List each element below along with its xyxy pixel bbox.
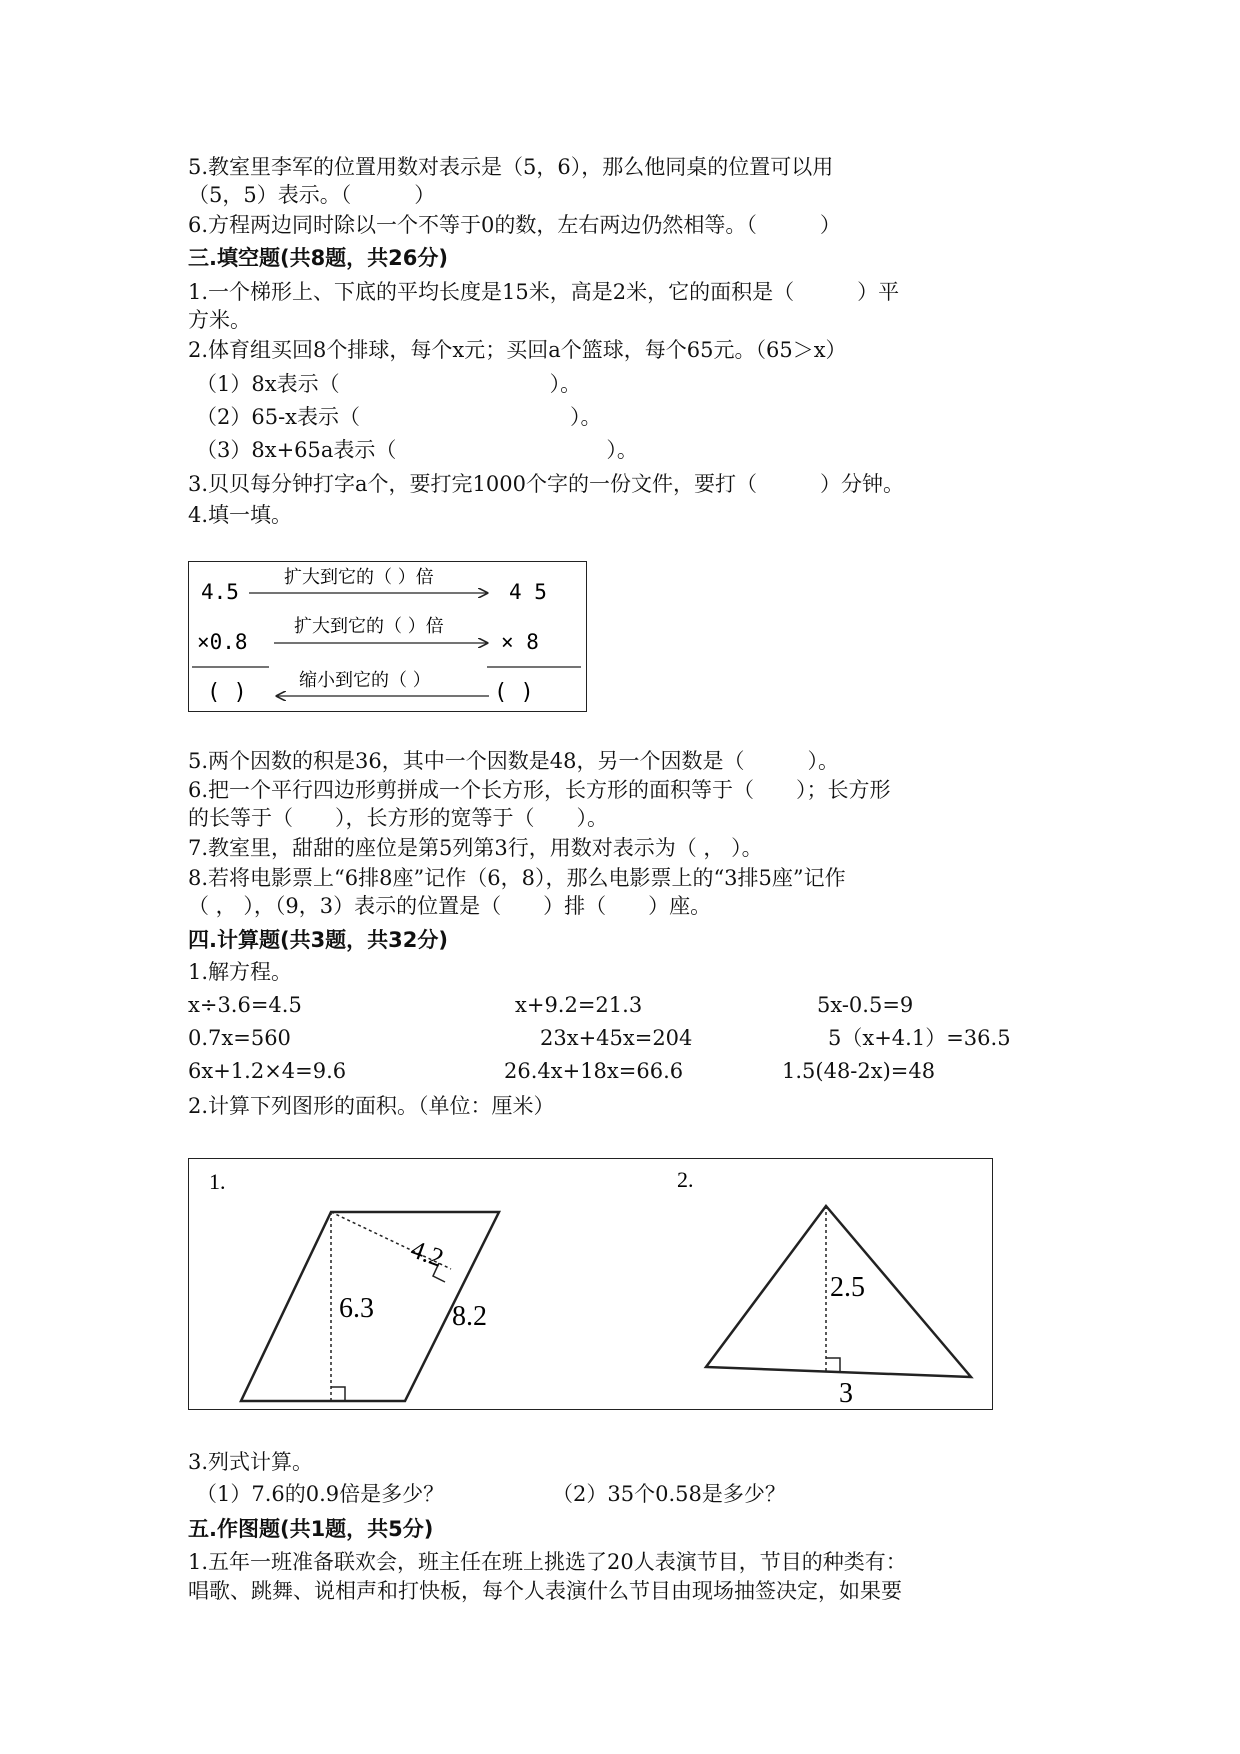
fill-q2-part2: （2）65-x表示（ ）。	[196, 405, 602, 429]
tf-item-5-line2: （5，5）表示。（ ）	[188, 183, 436, 207]
row3-left-blank: ( )	[207, 680, 247, 705]
tf-item-5-line1: 5.教室里李军的位置用数对表示是（5，6），那么他同桌的位置可以用	[188, 155, 834, 179]
row2-arrow-label: 扩大到它的（ ）倍	[294, 616, 444, 637]
row1-left-value: 4.5	[201, 580, 239, 604]
fig1-perp-label: 4.2	[406, 1234, 448, 1273]
fill-q5: 5.两个因数的积是36，其中一个因数是48，另一个因数是（ ）。	[188, 749, 839, 773]
fill-q2-part3: （3）8x+65a表示（ ）。	[196, 438, 638, 462]
row3-right-blank: ( )	[494, 680, 534, 705]
equation: 26.4x+18x=66.6	[504, 1059, 684, 1083]
equation: x÷3.6=4.5	[188, 993, 302, 1017]
fig2-label: 2.	[677, 1167, 694, 1192]
fig1-side-label: 8.2	[452, 1301, 487, 1332]
equation: 1.5(48-2x)=48	[782, 1059, 936, 1083]
fill-q8-line1: 8.若将电影票上“6排8座”记作（6，8），那么电影票上的“3排5座”记作	[188, 866, 846, 890]
fill-q7: 7.教室里，甜甜的座位是第5列第3行，用数对表示为（ ， ）。	[188, 836, 763, 860]
equation: x+9.2=21.3	[515, 993, 643, 1017]
calc-q3-part1: （1）7.6的0.9倍是多少？	[196, 1482, 445, 1506]
fill-q1-line1: 1.一个梯形上、下底的平均长度是15米，高是2米，它的面积是（ ）平	[188, 280, 900, 304]
calc-q3-part2: （2）35个0.58是多少？	[552, 1482, 786, 1506]
tf-item-6: 6.方程两边同时除以一个不等于0的数，左右两边仍然相等。（ ）	[188, 213, 841, 237]
fill-q2-stem: 2.体育组买回8个排球，每个x元；买回a个篮球，每个65元。（65＞x）	[188, 338, 847, 362]
area-figure-box	[188, 1158, 993, 1410]
equation: 23x+45x=204	[540, 1026, 693, 1050]
calc-q2: 2.计算下列图形的面积。（单位：厘米）	[188, 1094, 555, 1118]
fill-q4: 4.填一填。	[188, 503, 293, 527]
calc-q1: 1.解方程。	[188, 960, 293, 984]
draw-q1-line2: 唱歌、跳舞、说相声和打快板，每个人表演什么节目由现场抽签决定，如果要	[188, 1579, 902, 1603]
calc-q3: 3.列式计算。	[188, 1450, 314, 1474]
row3-arrow-label: 缩小到它的（ ）	[299, 670, 431, 691]
fig1-label: 1.	[209, 1169, 226, 1194]
section-4-title: 四.计算题(共3题，共32分)	[188, 928, 449, 952]
area-figures	[189, 1159, 992, 1409]
equation: 0.7x=560	[188, 1026, 291, 1050]
fig1-right-angle-mark	[331, 1387, 345, 1401]
fill-q6-line2: 的长等于（ ），长方形的宽等于（ ）。	[188, 806, 608, 830]
fill-q2-part1: （1）8x表示（ ）。	[196, 372, 582, 396]
fig1-height-label: 6.3	[339, 1293, 374, 1324]
equation: 5（x+4.1）=36.5	[828, 1026, 1011, 1050]
fill-q3: 3.贝贝每分钟打字a个，要打完1000个字的一份文件，要打（ ）分钟。	[188, 472, 904, 496]
q4-figure-box	[188, 561, 587, 712]
q4-figure	[189, 562, 586, 711]
fill-q8-line2: （ ， ），（9，3）表示的位置是（ ）排（ ）座。	[188, 894, 712, 918]
fill-q6-line1: 6.把一个平行四边形剪拼成一个长方形，长方形的面积等于（ ）；长方形	[188, 778, 891, 802]
section-3-title: 三.填空题(共8题，共26分)	[188, 246, 449, 270]
draw-q1-line1: 1.五年一班准备联欢会，班主任在班上挑选了20人表演节目，节目的种类有：	[188, 1550, 907, 1574]
section-5-title: 五.作图题(共1题，共5分)	[188, 1517, 434, 1541]
fig2-height-label: 2.5	[830, 1272, 865, 1303]
row1-right-value: 4 5	[509, 580, 547, 604]
fig2-base-label: 3	[839, 1378, 853, 1409]
equation: 6x+1.2×4=9.6	[188, 1059, 347, 1083]
fill-q1-line2: 方米。	[188, 308, 251, 332]
fig2-right-angle-mark	[826, 1358, 840, 1372]
equation: 5x-0.5=9	[817, 993, 914, 1017]
row2-left-value: ×0.8	[197, 630, 248, 654]
row2-right-value: × 8	[501, 630, 539, 654]
row1-arrow-label: 扩大到它的（ ）倍	[284, 567, 434, 588]
